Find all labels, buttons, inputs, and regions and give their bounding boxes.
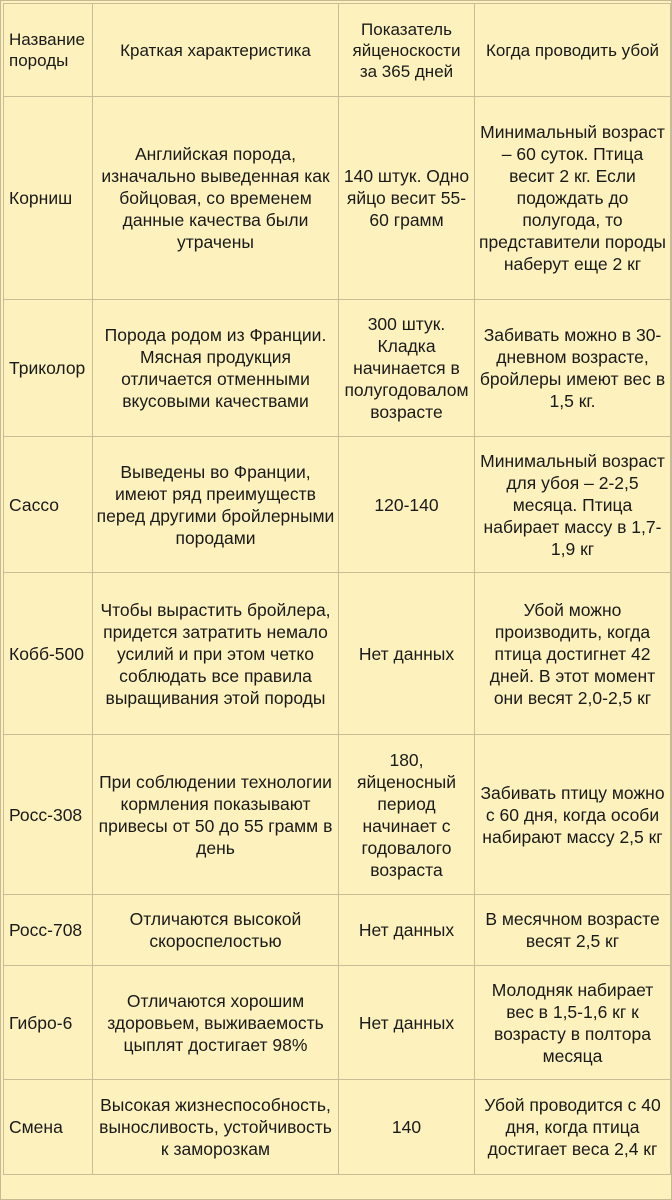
breed-description: Английская порода, изначально выведенная как бойцовая, со временем данные качества были утрачены	[93, 97, 339, 300]
breed-name: Росс-308	[4, 735, 93, 895]
slaughter-info: Минимальный возраст для убоя – 2-2,5 месяца. Птица набирает массу в 1,7-1,9 кг	[475, 437, 671, 573]
egg-production: Нет данных	[339, 573, 475, 735]
slaughter-info: Забивать можно в 30-дневном возрасте, бройлеры имеют вес в 1,5 кг.	[475, 300, 671, 437]
slaughter-info: Забивать птицу можно с 60 дня, когда особи набирают массу 2,5 кг	[475, 735, 671, 895]
breed-description: Отличаются хорошим здоровьем, выживаемость цыплят достигает 98%	[93, 966, 339, 1080]
slaughter-info: Убой проводится с 40 дня, когда птица достигает веса 2,4 кг	[475, 1080, 671, 1175]
breed-name: Сассо	[4, 437, 93, 573]
table-header-row	[4, 4, 671, 97]
table-row	[4, 573, 671, 735]
table-row	[4, 437, 671, 573]
breed-description: Высокая жизнеспособность, выносливость, устойчивость к заморозкам	[93, 1080, 339, 1175]
header-description: Краткая характеристика	[93, 4, 339, 97]
egg-production: Нет данных	[339, 966, 475, 1080]
egg-production: Нет данных	[339, 895, 475, 966]
breed-name: Кобб-500	[4, 573, 93, 735]
breed-name: Росс-708	[4, 895, 93, 966]
egg-production: 140	[339, 1080, 475, 1175]
breed-description: При соблюдении технологии кормления показывают привесы от 50 до 55 грамм в день	[93, 735, 339, 895]
table-row	[4, 300, 671, 437]
table-row	[4, 1080, 671, 1175]
breed-description: Выведены во Франции, имеют ряд преимуществ перед другими бройлерными породами	[93, 437, 339, 573]
egg-production: 180, яйценосный период начинает с годовалого возраста	[339, 735, 475, 895]
header-breed: Название породы	[4, 4, 93, 97]
breed-name: Триколор	[4, 300, 93, 437]
breed-description: Порода родом из Франции. Мясная продукция отличается отменными вкусовыми качествами	[93, 300, 339, 437]
breed-name: Корниш	[4, 97, 93, 300]
breed-name: Гибро-6	[4, 966, 93, 1080]
egg-production: 300 штук. Кладка начинается в полугодовалом возрасте	[339, 300, 475, 437]
table-row	[4, 966, 671, 1080]
slaughter-info: В месячном возрасте весят 2,5 кг	[475, 895, 671, 966]
slaughter-info: Убой можно производить, когда птица достигнет 42 дней. В этот момент они весят 2,0-2,5 кг	[475, 573, 671, 735]
egg-production: 140 штук. Одно яйцо весит 55-60 грамм	[339, 97, 475, 300]
table-row	[4, 895, 671, 966]
header-slaughter: Когда проводить убой	[475, 4, 671, 97]
slaughter-info: Минимальный возраст – 60 суток. Птица весит 2 кг. Если подождать до полугода, то представители породы наберут еще 2 кг	[475, 97, 671, 300]
table-row	[4, 735, 671, 895]
slaughter-info: Молодняк набирает вес в 1,5-1,6 кг к возрасту в полтора месяца	[475, 966, 671, 1080]
egg-production: 120-140	[339, 437, 475, 573]
breed-description: Чтобы вырастить бройлера, придется затратить немало усилий и при этом четко соблюдать все правила выращивания этой породы	[93, 573, 339, 735]
header-egg-production: Показатель яйценоскости за 365 дней	[339, 4, 475, 97]
broiler-breeds-table	[3, 3, 671, 1175]
breed-name: Смена	[4, 1080, 93, 1175]
table-row	[4, 97, 671, 300]
breed-description: Отличаются высокой скороспелостью	[93, 895, 339, 966]
